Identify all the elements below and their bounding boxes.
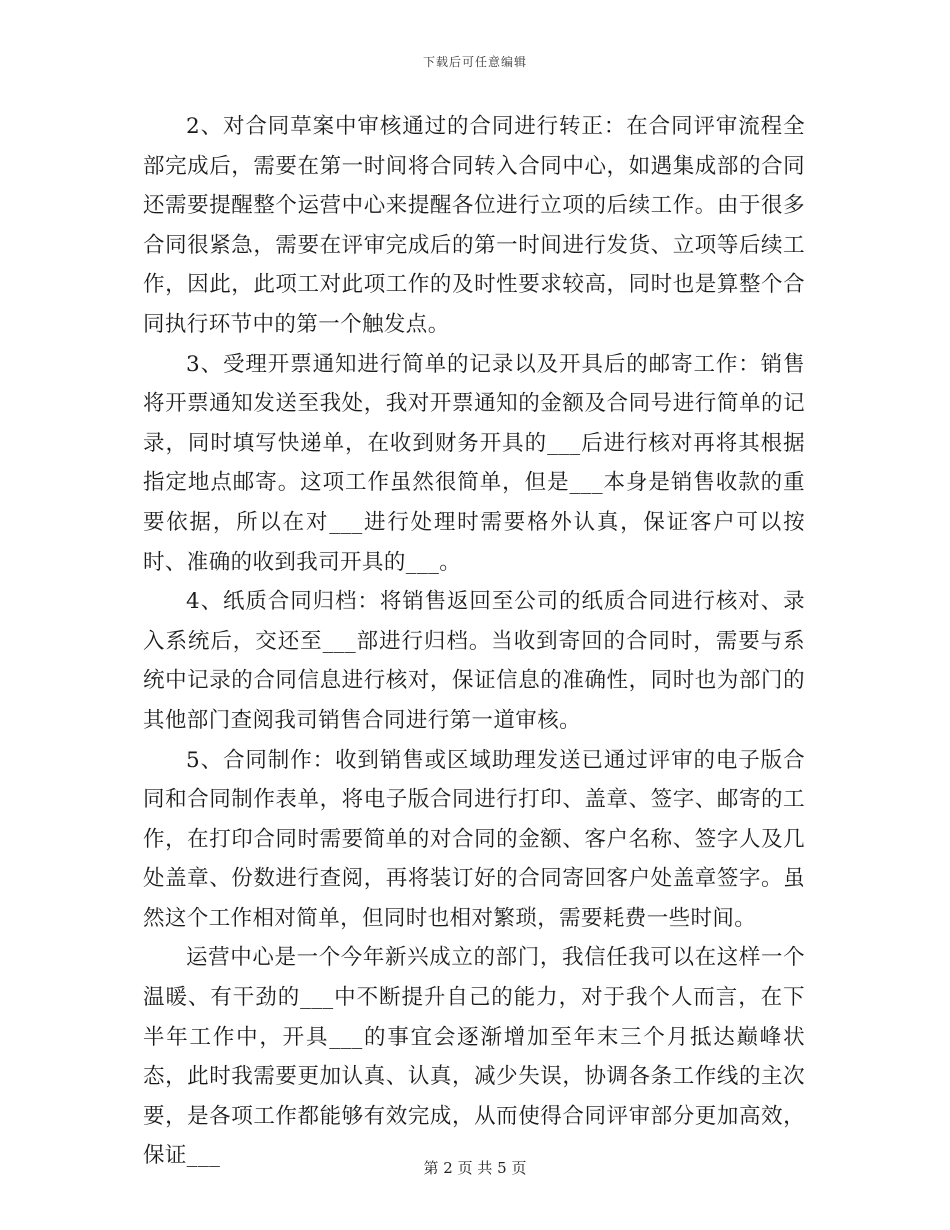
paragraph-operations-center: 运营中心是一个今年新兴成立的部门，我信任我可以在这样一个温暖、有干劲的___中不断提升自己的能力，对于我个人而言，在下半年工作中，开具___的事宜会逐渐增加至年末三个月抵达巅峰状态，此时我需要更加认真、认真，减少失误，协调各条工作线的主次要，是各项工作都能够有效完成，从而使得合同评审部分更加高效，保证___ xyxy=(143,945,805,1169)
page-number: 第 2 页 共 5 页 xyxy=(423,1159,527,1177)
paragraph-paper-archiving: 4、纸质合同归档：将销售返回至公司的纸质合同进行核对、录入系统后，交还至___部进行归档。当收到寄回的合同时，需要与系统中记录的合同信息进行核对，保证信息的准确性，同时也为部门的其他部门查阅我司销售合同进行第一道审核。 xyxy=(143,589,805,733)
paragraph-contract-conversion: 2、对合同草案中审核通过的合同进行转正：在合同评审流程全部完成后，需要在第一时间将合同转入合同中心，如遇集成部的合同还需要提醒整个运营中心来提醒各位进行立项的后续工作。由于很多合同很紧急，需要在评审完成后的第一时间进行发货、立项等后续工作，因此，此项工对此项工作的及时性要求较高，同时也是算整个合同执行环节中的第一个触发点。 xyxy=(143,114,805,337)
document-body xyxy=(143,107,805,1176)
page-header: 下载后可任意编辑 xyxy=(422,55,527,69)
paragraph-invoice-handling: 3、受理开票通知进行简单的记录以及开具后的邮寄工作：销售将开票通知发送至我处，我对开票通知的金额及合同号进行简单的记录，同时填写快递单，在收到财务开具的___后进行核对再将其根据指定地点邮寄。这项工作虽然很简单，但是___本身是销售收款的重要依据，所以在对___进行处理时需要格外认真，保证客户可以按时、准确的收到我司开具的___。 xyxy=(143,351,805,575)
paragraph-contract-production: 5、合同制作：收到销售或区域助理发送已通过评审的电子版合同和合同制作表单，将电子版合同进行打印、盖章、签字、邮寄的工作，在打印合同时需要简单的对合同的金额、客户名称、签字人及几处盖章、份数进行查阅，再将装订好的合同寄回客户处盖章签字。虽然这个工作相对简单，但同时也相对繁琐，需要耗费一些时间。 xyxy=(143,747,805,931)
